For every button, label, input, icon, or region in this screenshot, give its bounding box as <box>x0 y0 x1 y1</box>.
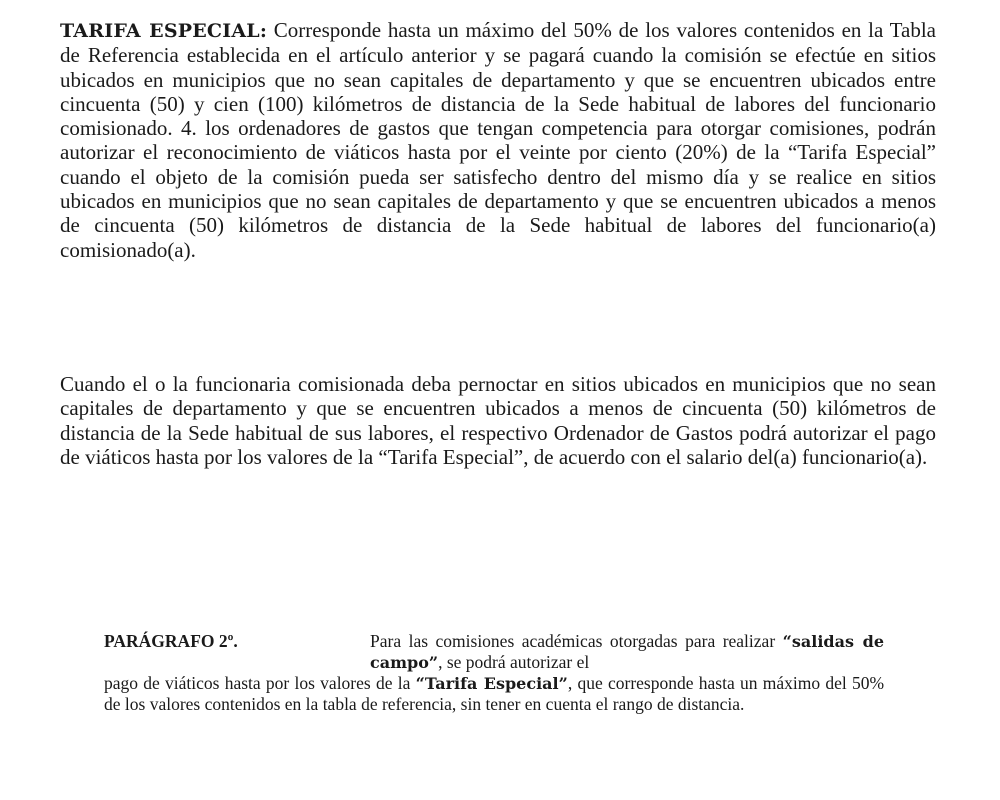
paragrafo-2-head <box>104 631 884 673</box>
paragrafo-2-rest <box>104 673 884 715</box>
paragrafo-2-emphasis-salidas: “salidas de campo” <box>370 632 885 672</box>
paragraph-body: Cuando el o la funcionaria comisionada deba pernoctar en sitios ubicados en municipios que no sean capitales de departamento y que se encuentren ubicados a menos de cincuenta (50) kilómetros de distancia de la Sede habitual de sus labores, el respectivo Ordenador de Gastos podrá autorizar el pago de viáticos hasta por los valores de la “Tarifa Especial”, de acuerdo con el salario del(a) funcionario(a). <box>60 372 936 469</box>
paragraph-tarifa-especial <box>60 18 936 262</box>
paragrafo-2-emphasis-tarifa: “Tarifa Especial” <box>415 674 568 693</box>
paragrafo-2-text-1: Para las comisiones académicas otorgadas para realizar <box>370 631 776 651</box>
paragraph-pernoctar <box>60 372 936 469</box>
paragrafo-2-text-4: , que corresponde hasta un máximo del 50% de los valores contenidos en la tabla de referencia, sin tener en cuenta el rango de distancia. <box>104 673 885 714</box>
paragrafo-2-label: PARÁGRAFO 2º. <box>104 631 238 651</box>
paragrafo-2-text-3: pago de viáticos hasta por los valores de la <box>104 673 411 693</box>
paragrafo-2-text-2: , se podrá autorizar el <box>438 652 590 672</box>
paragraph-lead: TARIFA ESPECIAL: <box>60 20 268 42</box>
paragraph-body: Corresponde hasta un máximo del 50% de los valores contenidos en la Tabla de Referencia establecida en el artículo anterior y se pagará cuando la comisión se efectúe en sitios ubicados en municipios que no sean capitales de departamento y que se encuentren ubicados entre cincuenta (50) y cien (100) kilómetros de distancia de la Sede habitual de labores del funcionario comisionado. 4. los ordenadores de gastos que tengan competencia para otorgar comisiones, podrán autorizar el reconocimiento de viáticos hasta por el veinte por ciento (20%) de la “Tarifa Especial” cuando el objeto de la comisión pueda ser satisfecho dentro del mismo día y se realice en sitios ubicados en municipios que no sean capitales de departamento y que se encuentren ubicados a menos de cincuenta (50) kilómetros de distancia de la Sede habitual de labores del funcionario(a) comisionado(a). <box>60 18 936 262</box>
paragrafo-2-head-text <box>370 631 884 673</box>
paragrafo-2 <box>104 631 884 715</box>
